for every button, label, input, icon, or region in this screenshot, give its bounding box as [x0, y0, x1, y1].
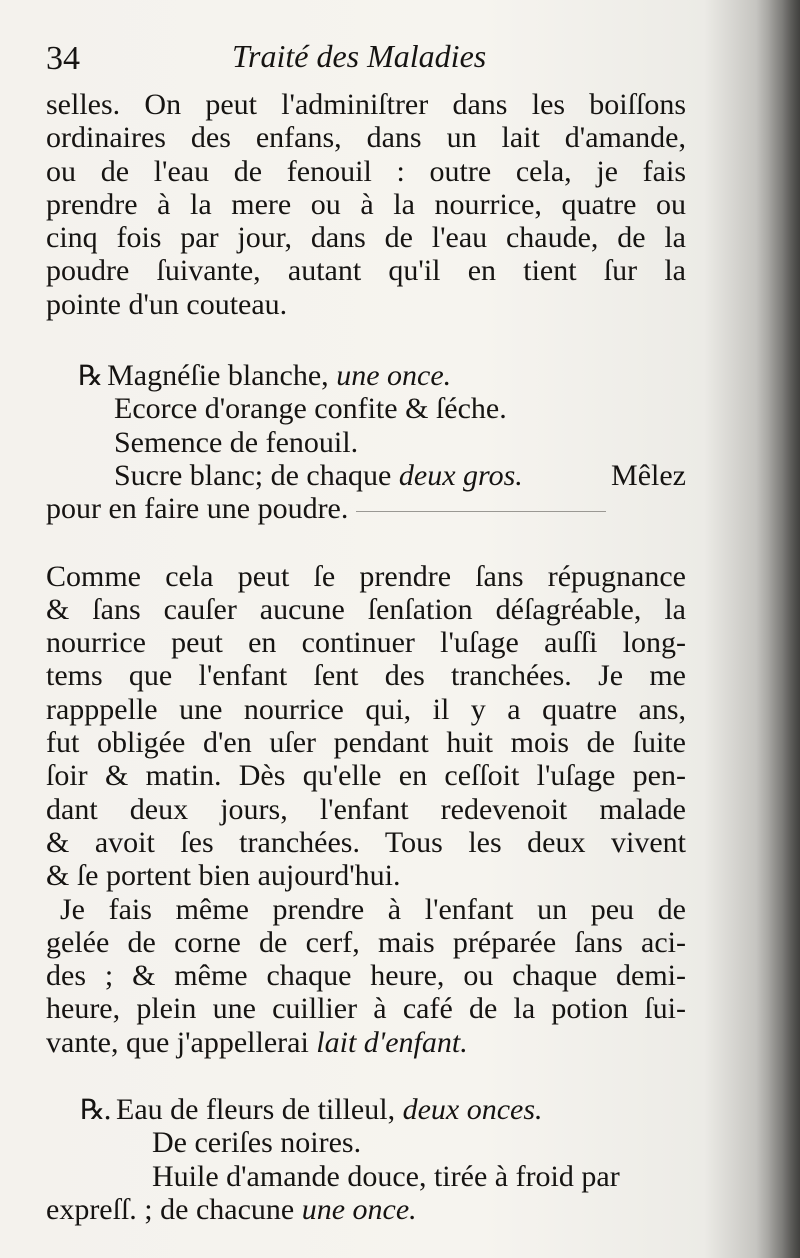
recipe-instruction: pour en faire une poudre. — [46, 492, 349, 526]
recipe-symbol-icon: ℞ — [78, 359, 102, 393]
text-line: Je fais même prendre à l'enfant un peu de — [60, 892, 686, 926]
text-line: cinq fois par jour, dans de l'eau chaude, de la — [46, 221, 686, 255]
recipe-symbol-icon: ℞. — [80, 1093, 111, 1127]
paragraph-3 — [46, 893, 686, 1059]
recipe-ingredient: Magnéſie blanche, — [107, 359, 329, 393]
recipe-line — [46, 492, 686, 525]
divider-rule — [356, 511, 606, 512]
text-line: pointe d'un couteau. — [46, 287, 288, 321]
recipe-ingredient: expreſſ. ; de chacune — [46, 1192, 295, 1226]
spacer — [46, 321, 686, 359]
text-line: tems que l'enfant ſent des tranchées. Je me — [46, 659, 686, 693]
recipe-dose: deux gros. — [398, 458, 523, 492]
paragraph-2 — [46, 560, 686, 893]
text-line: heure, plein une cuillier à café de la potion ſui- — [46, 992, 686, 1026]
text-line: ſoir & matin. Dès qu'elle en ceſſoit l'uſage pen- — [46, 759, 686, 793]
text-line: selles. On peut l'adminiſtrer dans les boiſſons — [46, 88, 686, 121]
running-title: Traité des Maladies — [232, 38, 487, 74]
recipe-dose: une once. — [336, 359, 452, 393]
recipe-ingredient: Semence de fenouil. — [114, 425, 359, 459]
spacer — [46, 526, 686, 560]
text-line: & avoit ſes tranchées. Tous les deux vivent — [46, 825, 686, 859]
recipe-ingredient: Sucre blanc; de chaque — [114, 458, 392, 492]
page-header — [46, 28, 686, 88]
text-line: ou de l'eau de fenouil : outre cela, je fais — [46, 154, 686, 188]
text-line: nourrice peut en continuer l'uſage auſſi long- — [46, 626, 686, 660]
recipe-1 — [46, 359, 686, 525]
recipe-line — [46, 1193, 686, 1226]
recipe-line — [46, 359, 686, 392]
recipe-line — [46, 459, 686, 492]
spacer — [46, 1059, 686, 1093]
text-line: gelée de corne de cerf, mais préparée ſans aci- — [46, 925, 686, 959]
text-line — [46, 1026, 686, 1059]
recipe-ingredient: Huile d'amande douce, tirée à froid par — [152, 1159, 620, 1193]
text-line: & ſe portent bien aujourd'hui. — [46, 859, 401, 893]
recipe-ingredient: De ceriſes noires. — [152, 1126, 362, 1160]
recipe-line — [46, 1093, 686, 1126]
page-content — [46, 28, 686, 1226]
recipe-dose: une once. — [301, 1192, 417, 1226]
text-line: Comme cela peut ſe prendre ſans répugnance — [46, 559, 686, 593]
recipe-ingredient: Eau de fleurs de tilleul, — [116, 1093, 396, 1127]
text-line: ordinaires des enfans, dans un lait d'amande, — [46, 121, 686, 155]
text-line: des ; & même chaque heure, ou chaque demi- — [46, 959, 686, 993]
text-line: fut obligée d'en uſer pendant huit mois de ſuite — [46, 726, 686, 760]
text-line: poudre ſuivante, autant qu'il en tient ſur la — [46, 254, 686, 288]
page-number: 34 — [46, 40, 80, 77]
text-line: dant deux jours, l'enfant redevenoit malade — [46, 792, 686, 826]
page-gutter-shadow — [756, 0, 800, 1258]
recipe-2 — [46, 1093, 686, 1226]
recipe-ingredient: Ecorce d'orange confite & ſéche. — [114, 392, 507, 426]
recipe-instruction: Mêlez — [611, 458, 686, 492]
italic-term: lait d'enfant. — [316, 1025, 468, 1059]
text-segment: vante, que j'appellerai — [46, 1025, 309, 1059]
text-line: & ſans cauſer aucune ſenſation déſagréable, la — [46, 592, 686, 626]
recipe-dose: deux onces. — [402, 1093, 543, 1127]
text-line: rapppelle une nourrice qui, il y a quatre ans, — [46, 692, 686, 726]
paragraph-1 — [46, 88, 686, 321]
text-line: prendre à la mere ou à la nourrice, quatre ou — [46, 187, 686, 221]
